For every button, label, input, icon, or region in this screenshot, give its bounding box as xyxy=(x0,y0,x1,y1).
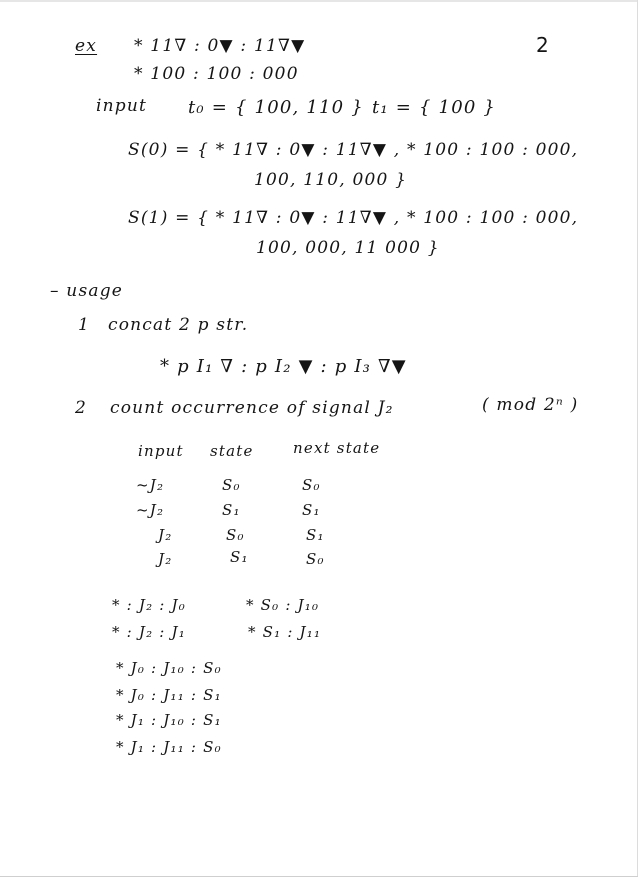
rule-2: * J₀ : J₁₁ : S₁ xyxy=(116,686,222,704)
usage-item-2-mod: ( mod 2ⁿ ) xyxy=(482,395,579,415)
table-row-1-next: S₀ xyxy=(302,476,321,494)
example-label: ex xyxy=(75,36,98,56)
s1-line-2: 100, 000, 11 000 } xyxy=(256,238,440,258)
table-row-4-next: S₀ xyxy=(306,550,325,568)
rule-4: * J₁ : J₁₁ : S₀ xyxy=(116,738,222,756)
def-left-2: * : J₂ : J₁ xyxy=(112,623,186,641)
s0-line-1: S(0) = { * 11∇ : 0▼ : 11∇▼ , * 100 : 100 : 000, xyxy=(128,140,579,160)
table-row-3-input: J₂ xyxy=(158,526,173,544)
s0-line-2: 100, 110, 000 } xyxy=(254,170,408,190)
table-header-state: state xyxy=(210,442,254,460)
usage-heading: – usage xyxy=(50,281,124,301)
table-row-2-next: S₁ xyxy=(302,501,321,519)
input-t0: t₀ = { 100, 110 } xyxy=(188,97,364,118)
def-left-1: * : J₂ : J₀ xyxy=(112,596,186,614)
example-line-2: * 100 : 100 : 000 xyxy=(134,64,299,84)
usage-item-2-text: count occurrence of signal J₂ xyxy=(110,398,394,418)
table-row-2-input: ~J₂ xyxy=(136,501,165,519)
def-right-2: * S₁ : J₁₁ xyxy=(248,623,322,641)
usage-item-1-number: 1 xyxy=(78,315,91,335)
table-row-3-next: S₁ xyxy=(306,526,325,544)
rule-1: * J₀ : J₁₀ : S₀ xyxy=(116,659,222,677)
usage-item-1-text: concat 2 p str. xyxy=(108,315,249,335)
s1-line-1: S(1) = { * 11∇ : 0▼ : 11∇▼ , * 100 : 100 : 000, xyxy=(128,208,579,228)
table-row-2-state: S₁ xyxy=(222,501,241,519)
page-number: 2 xyxy=(536,33,549,57)
usage-item-2-number: 2 xyxy=(75,398,88,418)
table-row-1-input: ~J₂ xyxy=(136,476,165,494)
input-label: input xyxy=(96,96,148,116)
input-t1: t₁ = { 100 } xyxy=(372,97,497,118)
table-row-4-state: S₁ xyxy=(230,548,249,566)
table-row-1-state: S₀ xyxy=(222,476,241,494)
usage-item-1-formula: * p I₁ ∇ : p I₂ ▼ : p I₃ ∇▼ xyxy=(160,356,407,377)
table-header-input: input xyxy=(138,442,184,460)
example-line-1: * 11∇ : 0▼ : 11∇▼ xyxy=(134,36,306,56)
rule-3: * J₁ : J₁₀ : S₁ xyxy=(116,711,222,729)
table-header-next-state: next state xyxy=(293,439,381,457)
page-top-edge xyxy=(0,0,638,2)
table-row-3-state: S₀ xyxy=(226,526,245,544)
def-right-1: * S₀ : J₁₀ xyxy=(246,596,320,614)
table-row-4-input: J₂ xyxy=(158,550,173,568)
